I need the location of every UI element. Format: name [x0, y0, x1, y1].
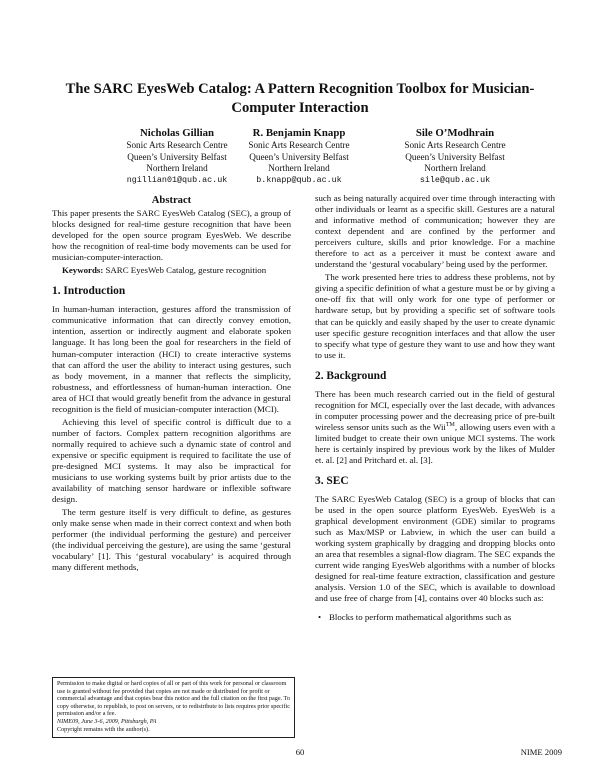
author-email: sile@qub.ac.uk — [419, 174, 491, 185]
author-2 — [214, 126, 384, 186]
background-text-b: , allowing users even with a limited budget to create their own unique MCI systems. The work here is certainly inspired by previous work by the likes of Mulder et. al. [2] and Pritchard et. al. [3]. — [315, 421, 555, 465]
bullet-list — [315, 612, 555, 623]
keywords-label: Keywords: — [62, 265, 104, 276]
author-affiliation: Sonic Arts Research Centre — [126, 140, 228, 150]
trademark-mark: TM — [445, 421, 455, 428]
author-location: Northern Ireland — [424, 163, 486, 174]
left-column — [52, 195, 291, 573]
author-name: Sile O’Modhrain — [415, 127, 495, 139]
abstract-text: This paper presents the SARC EyesWeb Catalog (SEC), a group of blocks designed for real-time gesture recognition that have been developed for the open source program EyesWeb. We describe how the recognition of real-time body movements can be used for musician-computer-interaction. — [52, 208, 291, 263]
paragraph — [315, 389, 555, 466]
section-heading-introduction: 1. Introduction — [52, 285, 126, 298]
author-email: b.knapp@qub.ac.uk — [256, 174, 342, 185]
author-university: Queen’s University Belfast — [249, 151, 349, 162]
right-column — [315, 193, 555, 623]
paragraph: The work presented here tries to address these problems, not by giving a specific definition of what a gesture must be or by giving a one-off fix that will only work for one type of performer or hardware setup, but by providing a specific set of software tools that can be quickly and easily shaped by the user to create dynamic user specific gesture recognition interfaces and that allow the user to specify what type of gesture they want to use and how they want to use it. — [315, 272, 555, 360]
paragraph: The term gesture itself is very difficult to define, as gestures only make sense when made in their correct context and when both performer (the individual performing the gesture) and perceiver (the individual perceiving the gesture), are using the same ‘gestural vocabulary’ [1]. This ‘gestural vocabulary’ is acquired through many different methods, — [52, 507, 291, 573]
author-location: Northern Ireland — [146, 163, 208, 174]
section-heading-background: 2. Background — [315, 369, 387, 382]
paper-title: The SARC EyesWeb Catalog: A Pattern Recognition Toolbox for Musician-Computer Interaction — [65, 81, 535, 116]
author-university: Queen’s University Belfast — [127, 151, 227, 162]
author-affiliation: Sonic Arts Research Centre — [248, 140, 350, 150]
paragraph: In human-human interaction, gestures afford the transmission of communicative information that can directly convey emotion, intention, assertion or indirectly augment and elaborate spoken language. It has long been the goal for researchers in the field of human-computer interaction (HCI) to create interactive systems that can afford the user the ability to interact using gestures, such as body movement, in a manner that reflects the simplicity, robustness, and effortlessness of human-human interaction. One area of HCI that would greatly benefit from the advance in gestural recognition is the field of musician-computer interaction (MCI). — [52, 304, 291, 414]
author-name: R. Benjamin Knapp — [252, 127, 346, 139]
author-affiliation: Sonic Arts Research Centre — [404, 140, 506, 150]
paragraph: The SARC EyesWeb Catalog (SEC) is a group of blocks that can be used in the open source platform EyesWeb. EyesWeb is a graphical development environment (GDE) similar to programs such as Max/MSP or Labview, in which the user can build a working system graphically by dragging and dropping blocks onto an area that resembles a signal-flow diagram. The SEC expands the current wide ranging EyesWeb algorithms with a number of blocks designed for real-time feature extraction, classification and gesture analysis. Version 1.0 of the SEC, which is available to download and use free of charge from [4], contains over 40 blocks such as: — [315, 494, 555, 604]
conference-footer: NIME 2009 — [520, 747, 562, 757]
background-text-a: There has been much research carried out in the field of gestural recognition for MCI, especially over the last decade, with advances in computer processing power and the decreasing price of pre-built wireless sensor units such as the Wii — [315, 388, 555, 432]
list-item: • Blocks to perform mathematical algorithms such as — [327, 612, 555, 623]
permission-text: Permission to make digital or hard copies of all or part of this work for personal or classroom use is granted without fee provided that copies are not made or distributed for profit or commercial advantage and that copies bear this notice and the full citation on the first page. To copy otherwise, to republish, to post on servers, or to redistribute to lists requires prior specific permission and/or a fee. — [57, 681, 290, 718]
paragraph: such as being naturally acquired over time through interacting with other individuals or learnt as a specific skill. Gestures are a natural and informative method of communication; however they are context dependent and are confined by the performer and perceivers culture, skills and prior knowledge. For a machine therefore to act as a perceiver it must be context aware and understand the ‘gestural vocabulary’ being used by the performer. — [315, 193, 555, 270]
keywords-text: SARC EyesWeb Catalog, gesture recognition — [105, 265, 267, 276]
author-university: Queen’s University Belfast — [405, 151, 505, 162]
permission-venue: NIME09, June 3-6, 2009, Pittsburgh, PA — [57, 718, 157, 725]
section-heading-sec: 3. SEC — [315, 475, 349, 488]
author-email: ngillian01@qub.ac.uk — [126, 174, 228, 185]
author-3 — [370, 126, 540, 186]
permission-copyright: Copyright remains with the author(s). — [57, 726, 150, 733]
author-location: Northern Ireland — [268, 163, 330, 174]
permission-notice — [52, 677, 295, 738]
author-name: Nicholas Gillian — [139, 127, 215, 139]
page-number: 60 — [295, 747, 305, 757]
abstract-heading: Abstract — [151, 195, 192, 206]
paragraph: Achieving this level of specific control is difficult due to a number of factors. Complex pattern recognition algorithms are normally required to achieve such a dynamic state of control and expensive or specific equipment is required to facilitate the use of pre-designed MCI systems. It may also be impractical for musicians to use working systems built by prior artists due to the availability of matching sensor hardware or inflexible software design. — [52, 416, 291, 505]
keywords — [52, 265, 291, 276]
